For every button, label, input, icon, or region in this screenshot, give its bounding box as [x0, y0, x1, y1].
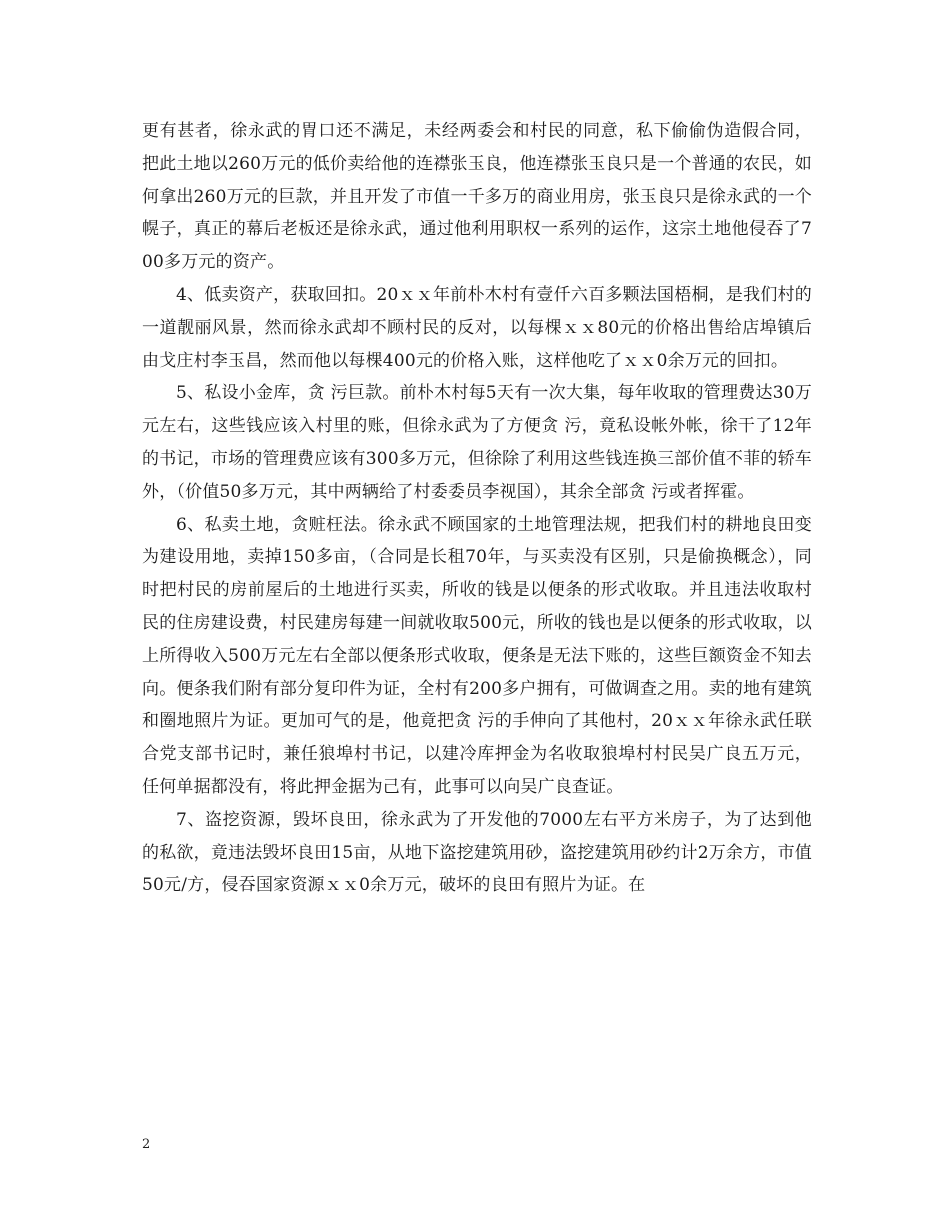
paragraph-item-4: 4、低卖资产，获取回扣。20ｘｘ年前朴木村有壹仟六百多颗法国梧桐，是我们村的一道靓丽风景，然而徐永武却不顾村民的反对，以每棵ｘｘ80元的价格出售给店埠镇后由戈庄村李玉昌，然而他以每棵400元的价格入账，这样他吃了ｘｘ0余万元的回扣。 [142, 284, 812, 371]
document-body [142, 115, 812, 902]
paragraph-item-7: 7、盗挖资源，毁坏良田，徐永武为了开发他的7000左右平方米房子，为了达到他的私欲，竟违法毁坏良田15亩，从地下盗挖建筑用砂，盗挖建筑用砂约计2万余方，市值50元/方，侵吞国家资源ｘｘ0余万元，破坏的良田有照片为证。在 [142, 809, 812, 896]
paragraph-item-6: 6、私卖土地，贪赃枉法。徐永武不顾国家的土地管理法规，把我们村的耕地良田变为建设用地，卖掉150多亩，（合同是长租70年，与买卖没有区别，只是偷换概念），同时把村民的房前屋后的土地进行买卖，所收的钱是以便条的形式收取。并且违法收取村民的住房建设费，村民建房每建一间就收取500元，所收的钱也是以便条的形式收取，以上所得收入500万元左右全部以便条形式收取，便条是无法下账的，这些巨额资金不知去向。便条我们附有部分复印件为证，全村有200多户拥有，可做调查之用。卖的地有建筑和圈地照片为证。更加可气的是，他竟把贪 污的手伸向了其他村，20ｘｘ年徐永武任联合党支部书记时，兼任狼埠村书记，以建冷库押金为名收取狼埠村村民吴广良五万元，任何单据都没有，将此押金据为己有，此事可以向吴广良查证。 [142, 514, 812, 797]
page-number: 2 [142, 1137, 151, 1152]
paragraph-continuation: 更有甚者，徐永武的胃口还不满足，未经两委会和村民的同意，私下偷偷伪造假合同，把此土地以260万元的低价卖给他的连襟张玉良，他连襟张玉良只是一个普通的农民，如何拿出260万元的巨款，并且开发了市值一千多万的商业用房，张玉良只是徐永武的一个幌子，真正的幕后老板还是徐永武，通过他利用职权一系列的运作，这宗土地他侵吞了700多万元的资产。 [142, 121, 812, 273]
paragraph-item-5: 5、私设小金库，贪 污巨款。前朴木村每5天有一次大集，每年收取的管理费达30万元左右，这些钱应该入村里的账，但徐永武为了方便贪 污，竟私设帐外帐，徐干了12年的书记，市场的管理费应该有300多万元，但徐除了利用这些钱连换三部价值不菲的轿车外，（价值50多万元，其中两辆给了村委委员李视国），其余全部贪 污或者挥霍。 [142, 383, 812, 502]
